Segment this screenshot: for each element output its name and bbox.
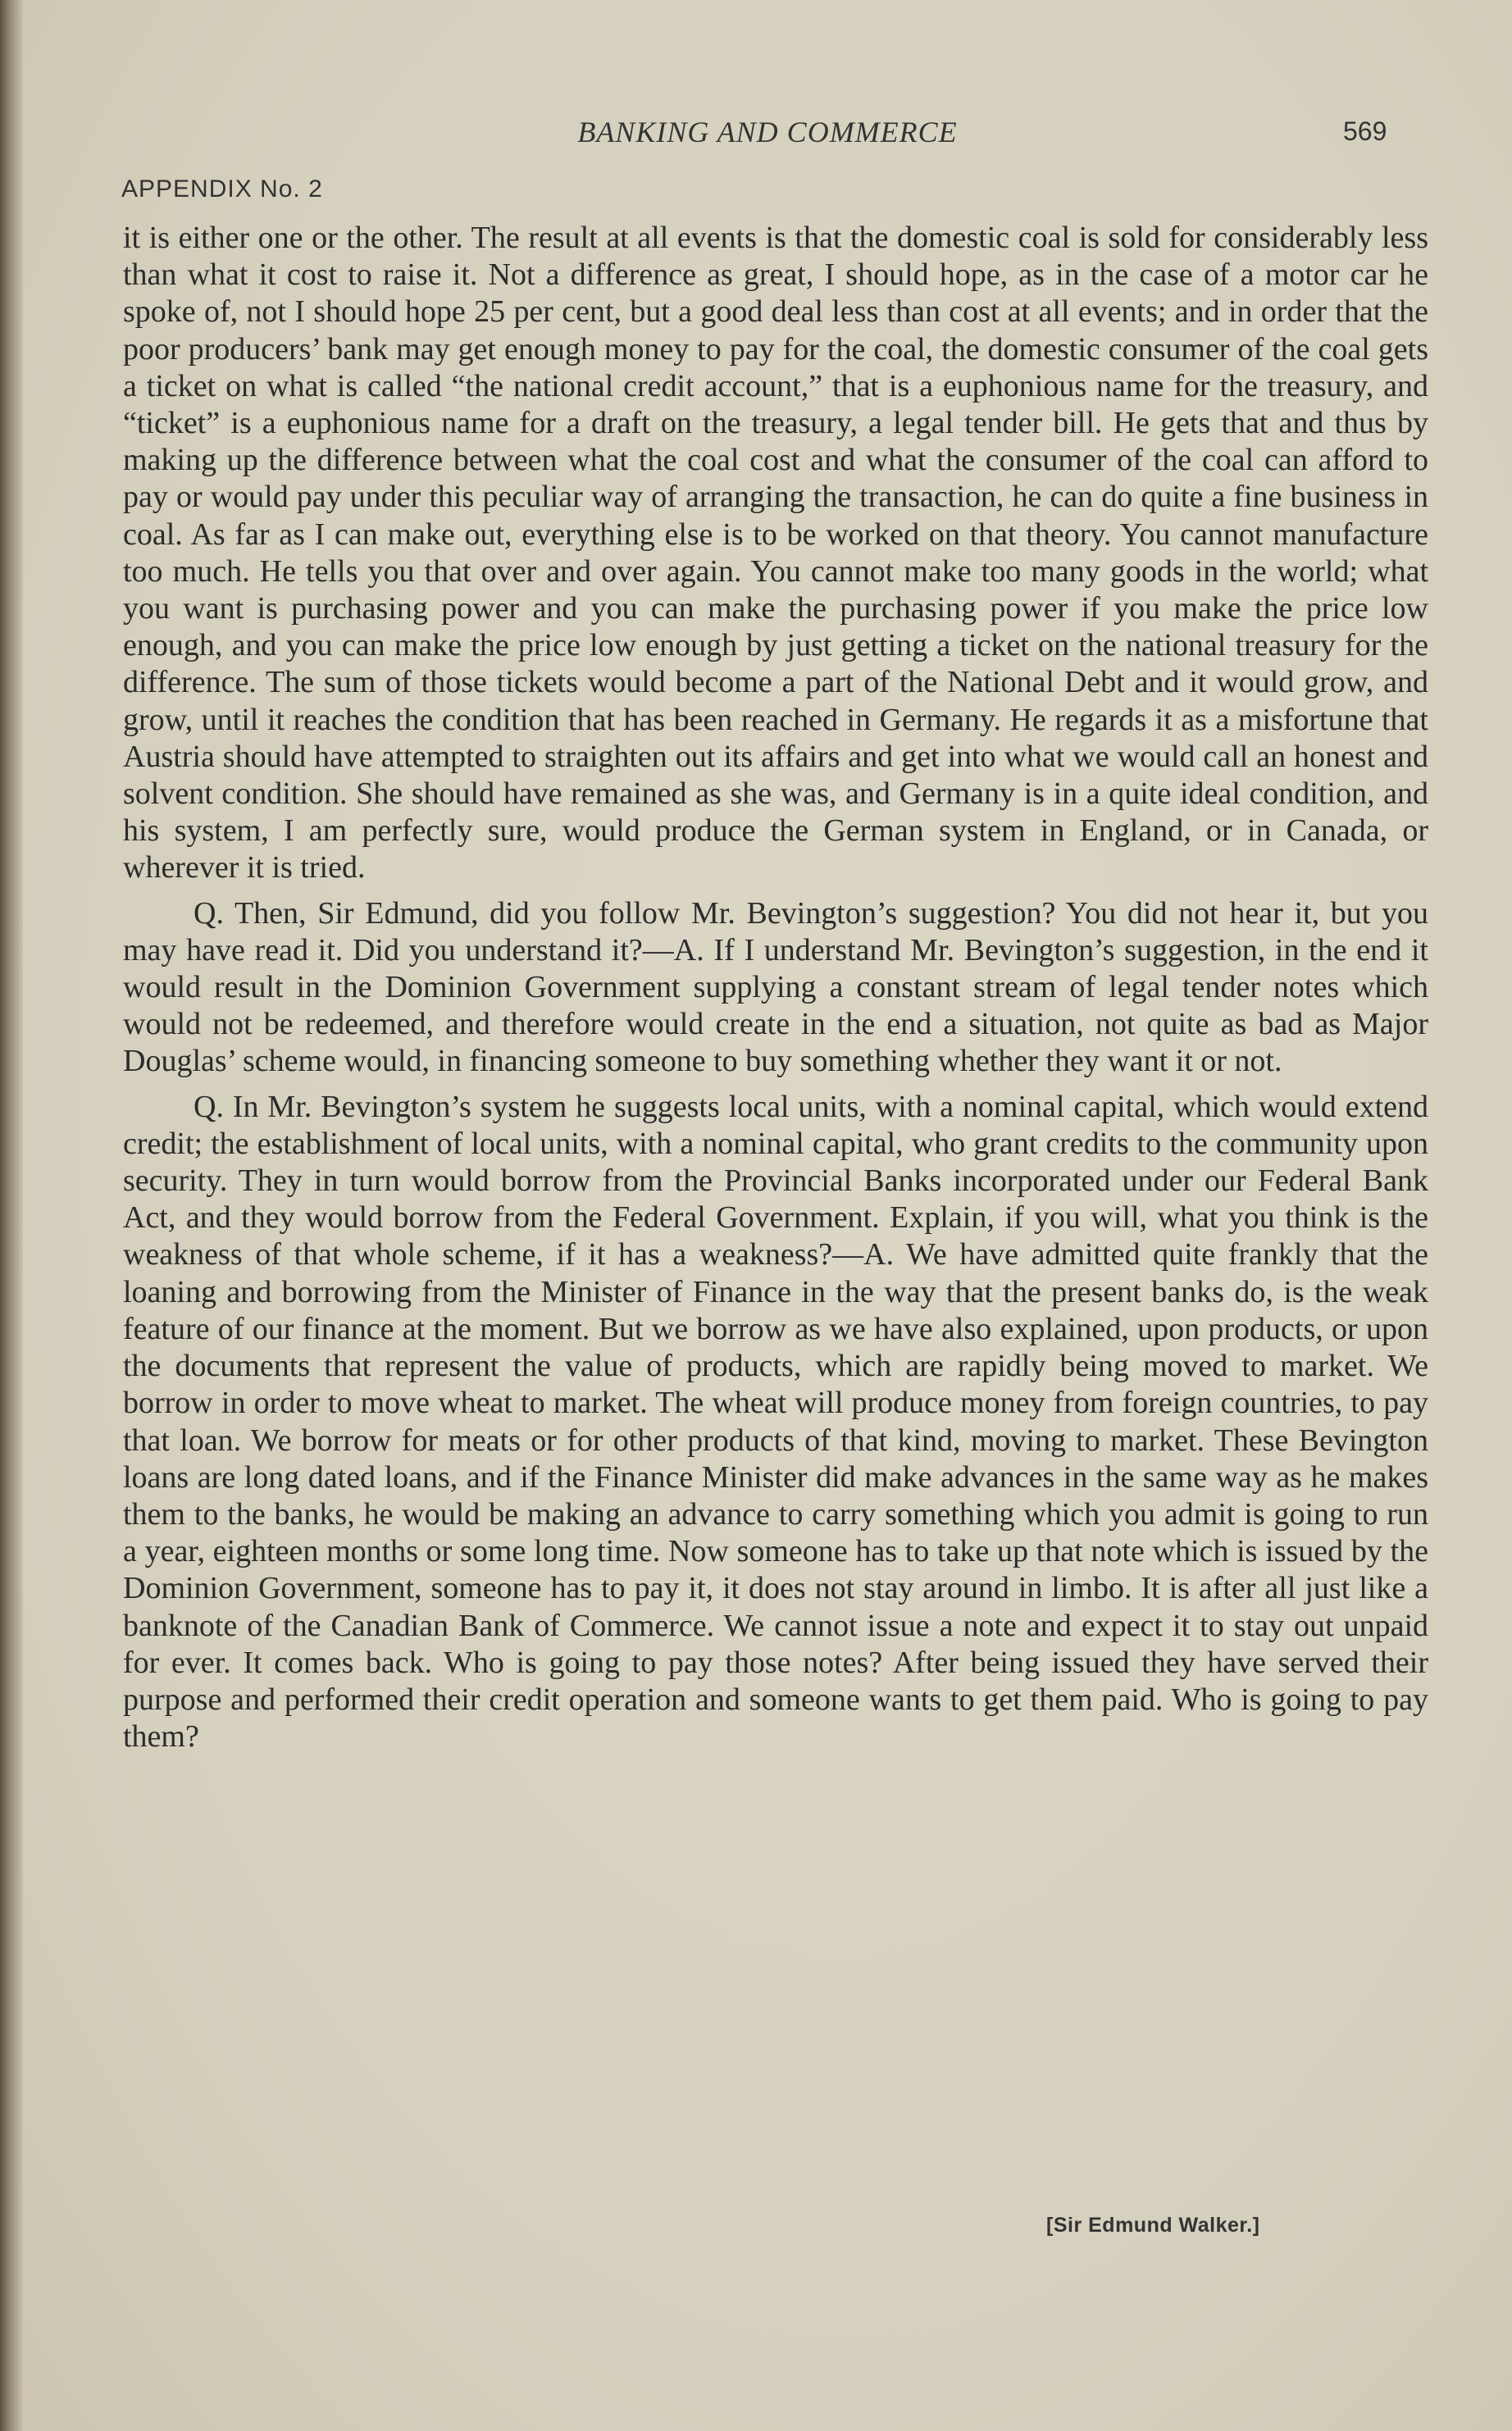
appendix-label: APPENDIX No. 2 [121, 175, 323, 203]
page-number: 569 [1343, 116, 1387, 146]
running-title: BANKING AND COMMERCE [577, 116, 958, 148]
body-text [123, 220, 1428, 1755]
speaker-attribution: [Sir Edmund Walker.] [1046, 2214, 1260, 2237]
book-binding-edge [0, 0, 23, 2431]
document-page [23, 0, 1512, 2431]
paragraph-continuation: it is either one or the other. The result at all events is that the domestic coal is sold for considerably less than what it cost to raise it. Not a difference as great, I should hope, as in the case of a motor car he spoke of, not I should hope 25 per cent, but a good deal less than cost at all events; and in order that the poor producers’ bank may get enough money to pay for the coal, the domestic consumer of the coal gets a ticket on what is called “the national credit account,” that is a euphonious name for the treasury, and “ticket” is a euphonious name for a draft on the treasury, a legal tender bill. He gets that and thus by making up the difference between what the coal cost and what the consumer of the coal can afford to pay or would pay under this peculiar way of arranging the transaction, he can do quite a fine business in coal. As far as I can make out, everything else is to be worked on that theory. You cannot manufacture too much. He tells you that over and over again. You cannot make too many goods in the world; what you want is purchasing power and you can make the purchasing power if you make the price low enough, and you can make the price low enough by just getting a ticket on the national treasury for the difference. The sum of those tickets would become a part of the National Debt and it would grow, and grow, until it reaches the condition that has been reached in Germany. He regards it as a misfortune that Austria should have attempted to straighten out its affairs and get into what we would call an honest and solvent condition. She should have remained as she was, and Germany is in a quite ideal condition, and his system, I am perfectly sure, would produce the German system in England, or in Canada, or wherever it is tried. [123, 221, 1428, 885]
paragraph-question-1: Q. Then, Sir Edmund, did you follow Mr. Bevington’s suggestion? You did not hear it, but you may have read it. Did you understand it?—A. If I understand Mr. Bevington’s suggestion, in the end it would result in the Dominion Government supplying a constant stream of legal tender notes which would not be redeemed, and therefore would create in the end a situation, not quite as bad as Major Douglas’ scheme would, in financing someone to buy something whether they want it or not. [123, 895, 1428, 1079]
paragraph-question-2: Q. In Mr. Bevington’s system he suggests local units, with a nominal capital, which would extend credit; the establishment of local units, with a nominal capital, who grant credits to the community upon security. They in turn would borrow from the Provincial Banks incorporated under our Federal Bank Act, and they would borrow from the Federal Government. Explain, if you will, what you think is the weakness of that whole scheme, if it has a weakness?—A. We have admitted quite frankly that the loaning and borrowing from the Minister of Finance in the way that the present banks do, is the weak feature of our finance at the moment. But we borrow as we have also explained, upon products, or upon the documents that represent the value of products, which are rapidly being moved to market. We borrow in order to move wheat to market. The wheat will produce money from foreign countries, to pay that loan. We borrow for meats or for other products of that kind, moving to market. These Bevington loans are long dated loans, and if the Finance Minister did make advances in the same way as he makes them to the banks, he would be making an advance to carry something which you admit is going to run a year, eighteen months or some long time. Now someone has to take up that note which is issued by the Dominion Government, someone has to pay it, it does not stay around in limbo. It is after all just like a banknote of the Canadian Bank of Commerce. We cannot issue a note and expect it to stay out unpaid for ever. It comes back. Who is going to pay those notes? After being issued they have served their purpose and performed their credit operation and someone wants to get them paid. Who is going to pay them? [123, 1089, 1428, 1755]
